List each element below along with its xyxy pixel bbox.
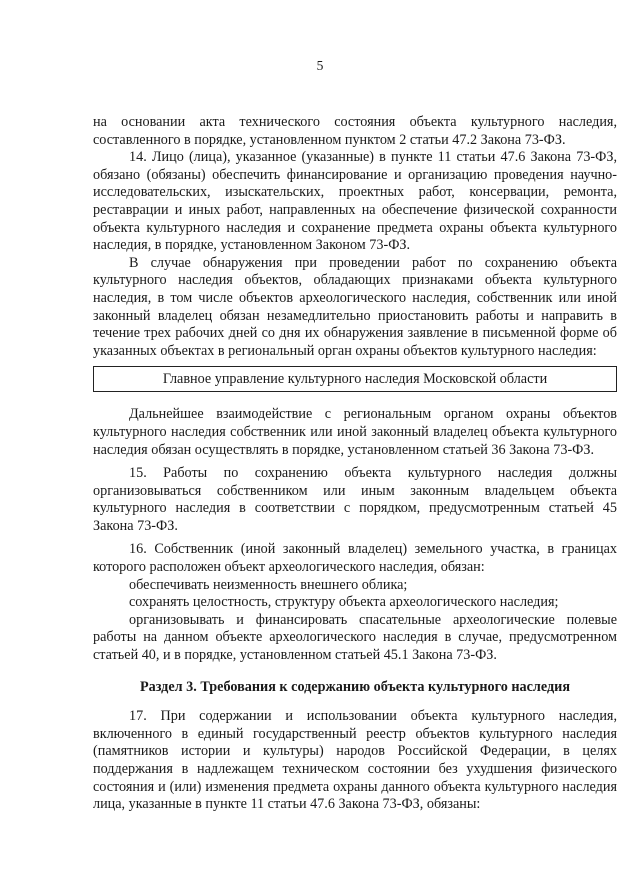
page-number: 5	[316, 58, 324, 73]
paragraph-17: 17. При содержании и использовании объекта культурного наследия, включенного в единый государственный реестр объектов культурного наследия (памятников истории и культуры) народов Российской Федерации, в целях поддержания в надлежащем техническом состоянии без ухудшения физического состояния и (или) изменения предмета охраны данного объекта культурного наследия лица, указанные в пункте 11 статьи 47.6 Закона 73-ФЗ, обязаны:	[93, 708, 617, 813]
section-heading: Раздел 3. Требования к содержанию объекта культурного наследия	[139, 678, 571, 695]
authority-box: Главное управление культурного наследия Московской области	[93, 366, 617, 392]
paragraph-14: 14. Лицо (лица), указанное (указанные) в пункте 11 статьи 47.6 Закона 73-ФЗ, обязано (обязаны) обеспечить финансирование и организацию проведения научно-исследовательских, изыскательских, проектных работ, консервации, ремонта, реставрации и иных работ, направленных на обеспечение физической сохранности объекта культурного наследия и сохранение предмета охраны объекта культурного наследия, в порядке, установленном Законом 73-ФЗ.	[93, 149, 617, 254]
paragraph-15: 15. Работы по сохранению объекта культурного наследия должны организовываться собственником или иным законным владельцем объекта культурного наследия в соответствии с порядком, предусмотренным статьей 45 Закона 73-ФЗ.	[93, 465, 617, 534]
obligation-item-1: обеспечивать неизменность внешнего облика;	[129, 576, 408, 593]
obligation-item-2: сохранять целостность, структуру объекта археологического наследия;	[129, 594, 559, 611]
paragraph-16: 16. Собственник (иной законный владелец) земельного участка, в границах которого расположен объект археологического наследия, обязан:	[93, 541, 617, 576]
obligation-item-3: организовывать и финансировать спасательные археологические полевые работы на данном объекте археологического наследия в случае, предусмотренном статьей 40, и в порядке, установленном статьей 45.1 Закона 73-ФЗ.	[93, 611, 617, 664]
paragraph-interaction: Дальнейшее взаимодействие с региональным органом охраны объектов культурного наследия собственник или иной законный владелец объекта культурного наследия обязан осуществлять в порядке, установленном статьей 36 Закона 73-ФЗ.	[93, 406, 617, 458]
paragraph-discovery: В случае обнаружения при проведении работ по сохранению объекта культурного наследия объектов, обладающих признаками объекта культурного наследия, в том числе объектов археологического наследия, собственник или иной законный владелец обязан незамедлительно приостановить работы и направить в течение трех рабочих дней со дня их обнаружения заявление в письменной форме об указанных объектах в региональный орган охраны объектов культурного наследия:	[93, 254, 617, 359]
paragraph-continuation: на основании акта технического состояния объекта культурного наследия, составленного в порядке, установленном пунктом 2 статьи 47.2 Закона 73-ФЗ.	[93, 114, 617, 148]
document-body	[93, 114, 617, 814]
